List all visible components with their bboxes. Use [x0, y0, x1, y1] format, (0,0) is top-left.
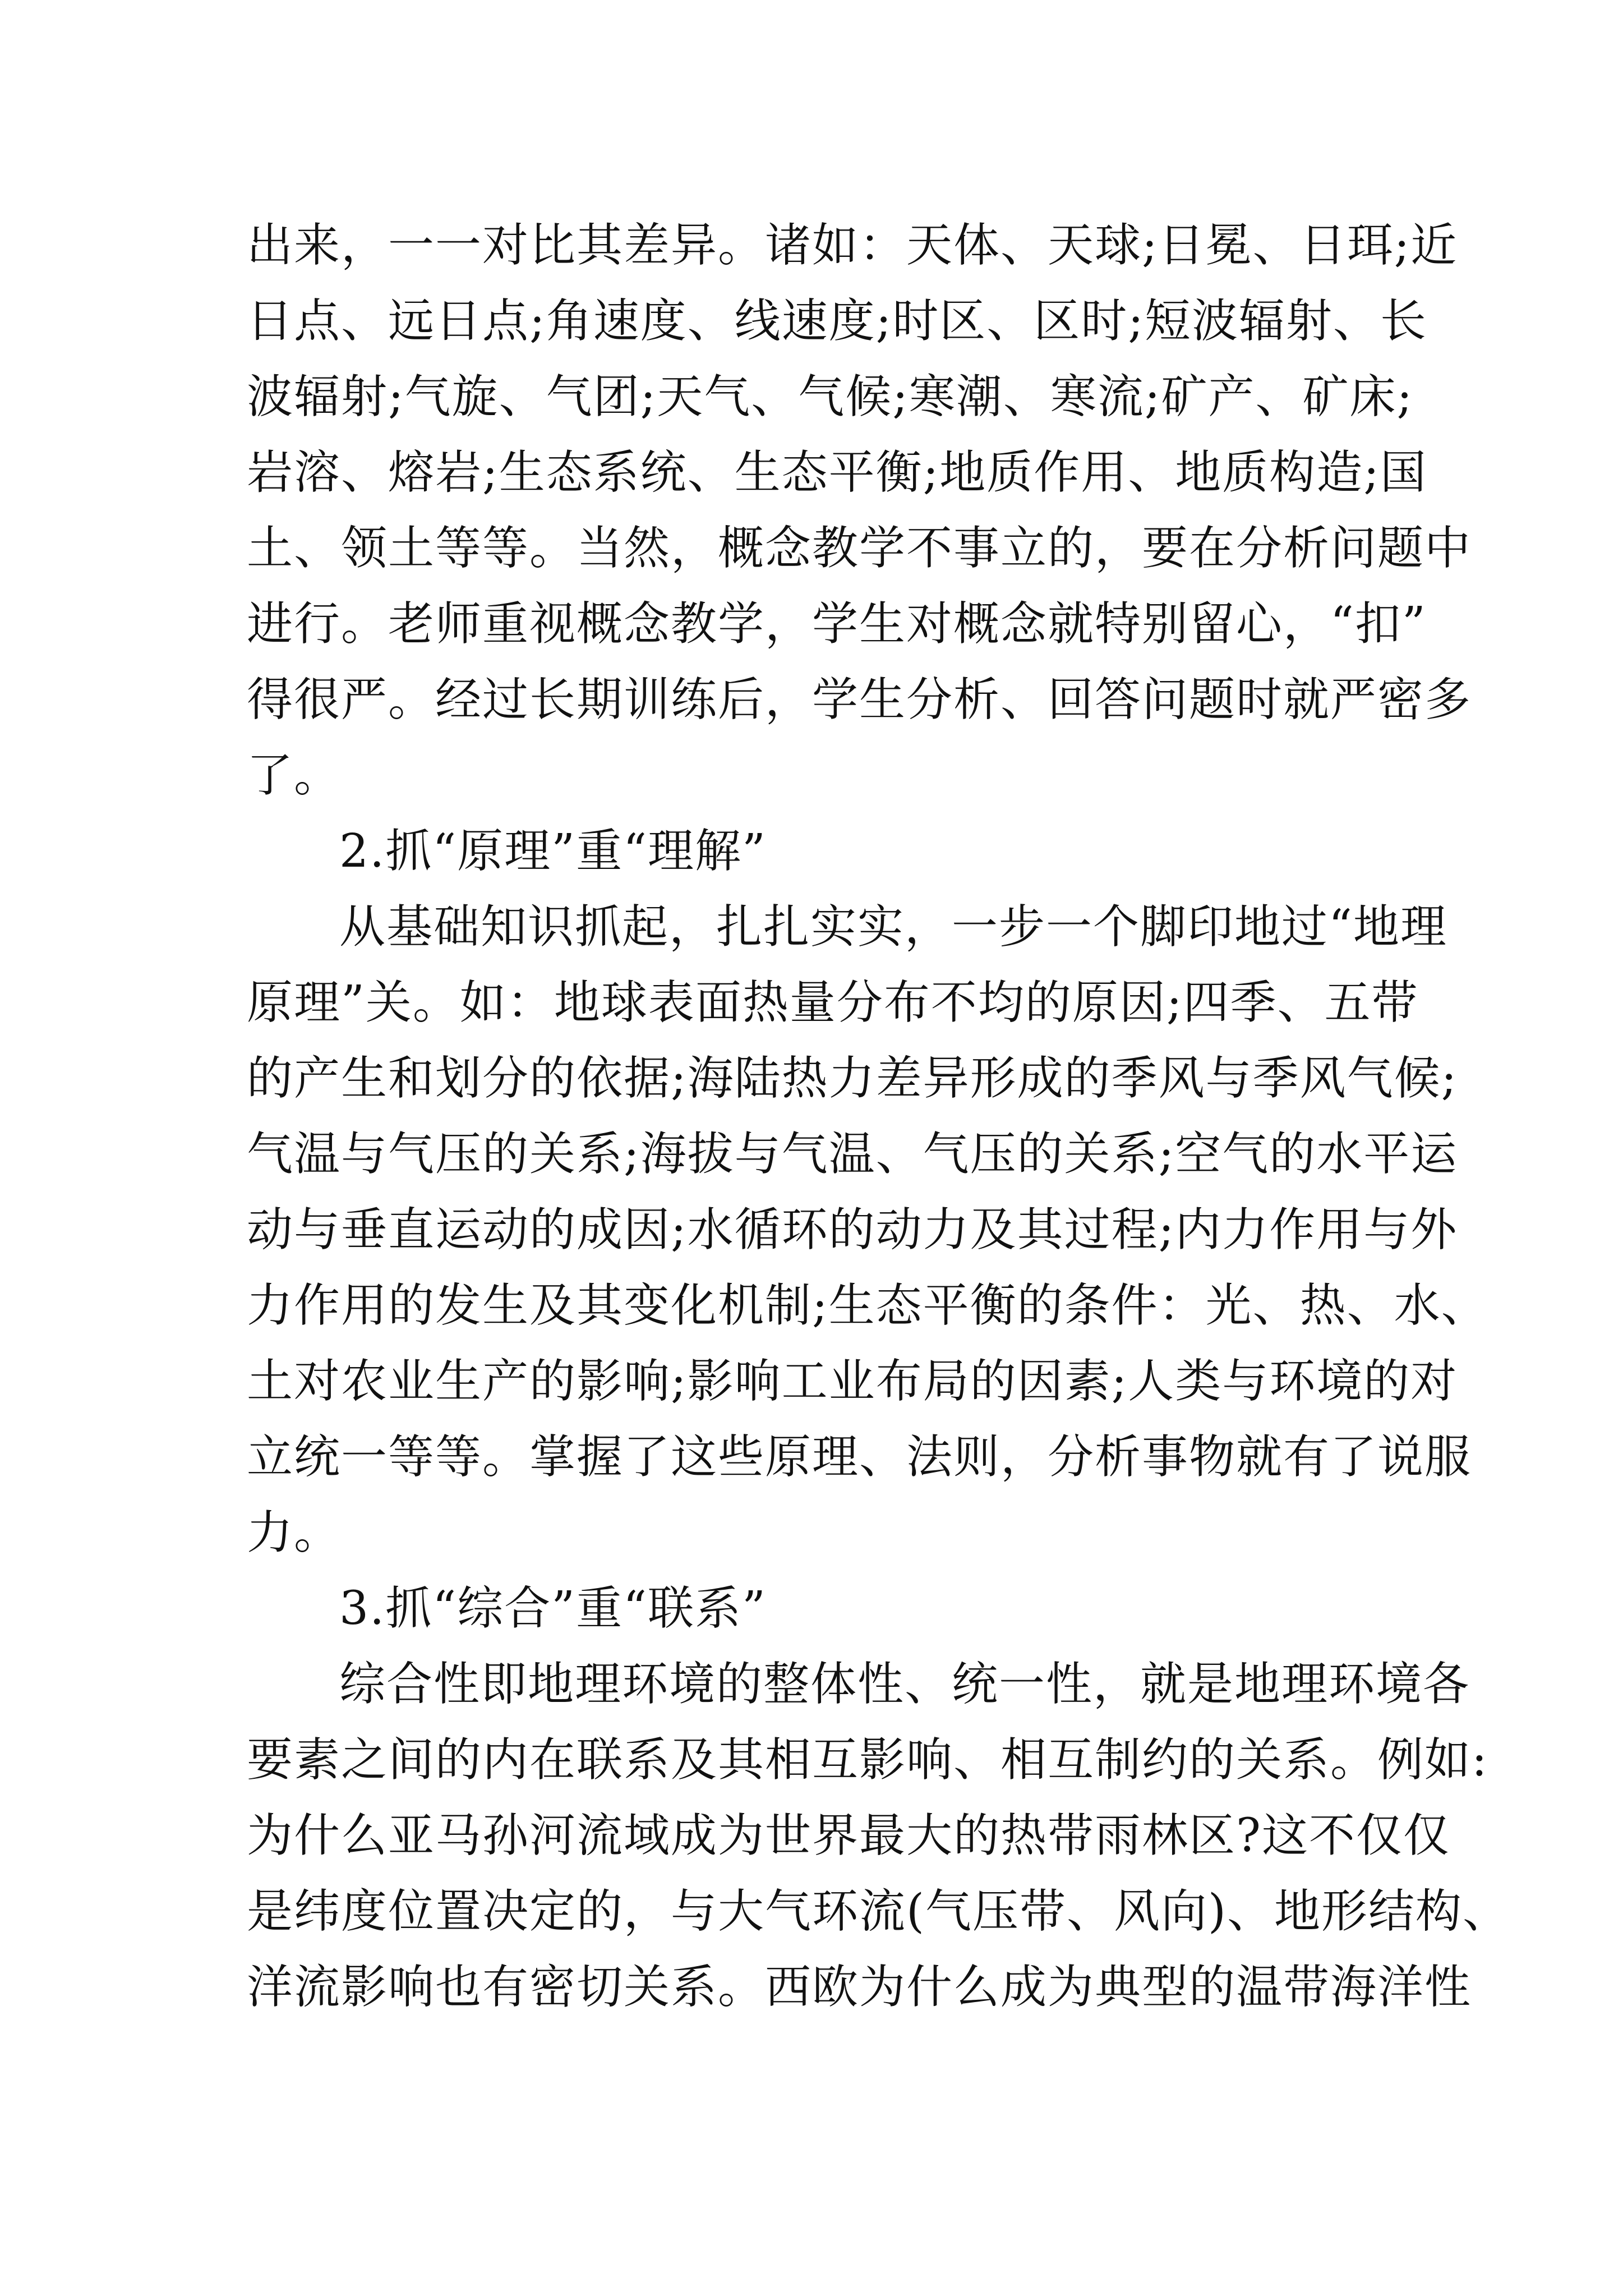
text-line: 立统一等等。掌握了这些原理、法则，分析事物就有了说服 [247, 1430, 1472, 1484]
text-line: 波辐射;气旋、气团;天气、气候;寒潮、寒流;矿产、矿床; [247, 370, 1414, 424]
text-line: 是纬度位置决定的，与大气环流(气压带、风向)、地形结构、 [247, 1885, 1510, 1938]
text-line: 进行。老师重视概念教学，学生对概念就特别留心，“扣” [247, 597, 1427, 651]
text-line: 原理”关。如：地球表面热量分布不均的原因;四季、五带 [247, 976, 1419, 1029]
text-line: 土对农业生产的影响;影响工业布局的因素;人类与环境的对 [247, 1355, 1458, 1408]
text-line: 洋流影响也有密切关系。西欧为什么成为典型的温带海洋性 [247, 1961, 1472, 2014]
text-line: 岩溶、熔岩;生态系统、生态平衡;地质作用、地质构造;国 [247, 446, 1427, 499]
text-line: 土、领土等等。当然，概念教学不事立的，要在分析问题中 [247, 522, 1472, 575]
text-line: 气温与气压的关系;海拔与气温、气压的关系;空气的水平运 [247, 1128, 1458, 1181]
text-line: 日点、远日点;角速度、线速度;时区、区时;短波辐射、长 [247, 295, 1427, 348]
text-line: 动与垂直运动的成因;水循环的动力及其过程;内力作用与外 [247, 1203, 1458, 1257]
text-line: 出来，一一对比其差异。诸如：天体、天球;日冕、日珥;近 [247, 219, 1458, 272]
text-line: 了。 [247, 749, 342, 802]
text-line: 力作用的发生及其变化机制;生态平衡的条件：光、热、水、 [247, 1279, 1488, 1332]
text-line: 要素之间的内在联系及其相互影响、相互制约的关系。例如: [247, 1733, 1488, 1787]
text-line: 的产生和划分的依据;海陆热力差异形成的季风与季风气候; [247, 1052, 1458, 1105]
paragraph-first-line: 综合性即地理环境的整体性、统一性，就是地理环境各 [339, 1658, 1470, 1711]
section-heading: 2.抓“原理”重“理解” [339, 825, 767, 878]
text-line: 力。 [247, 1506, 342, 1559]
body-text [247, 208, 1510, 2025]
text-line: 得很严。经过长期训练后，学生分析、回答问题时就严密多 [247, 673, 1472, 726]
section-heading: 3.抓“综合”重“联系” [339, 1582, 767, 1635]
text-line: 为什么亚马孙河流域成为世界最大的热带雨林区?这不仅仅 [247, 1809, 1450, 1862]
paragraph-first-line: 从基础知识抓起，扎扎实实，一步一个脚印地过“地理 [339, 900, 1447, 954]
